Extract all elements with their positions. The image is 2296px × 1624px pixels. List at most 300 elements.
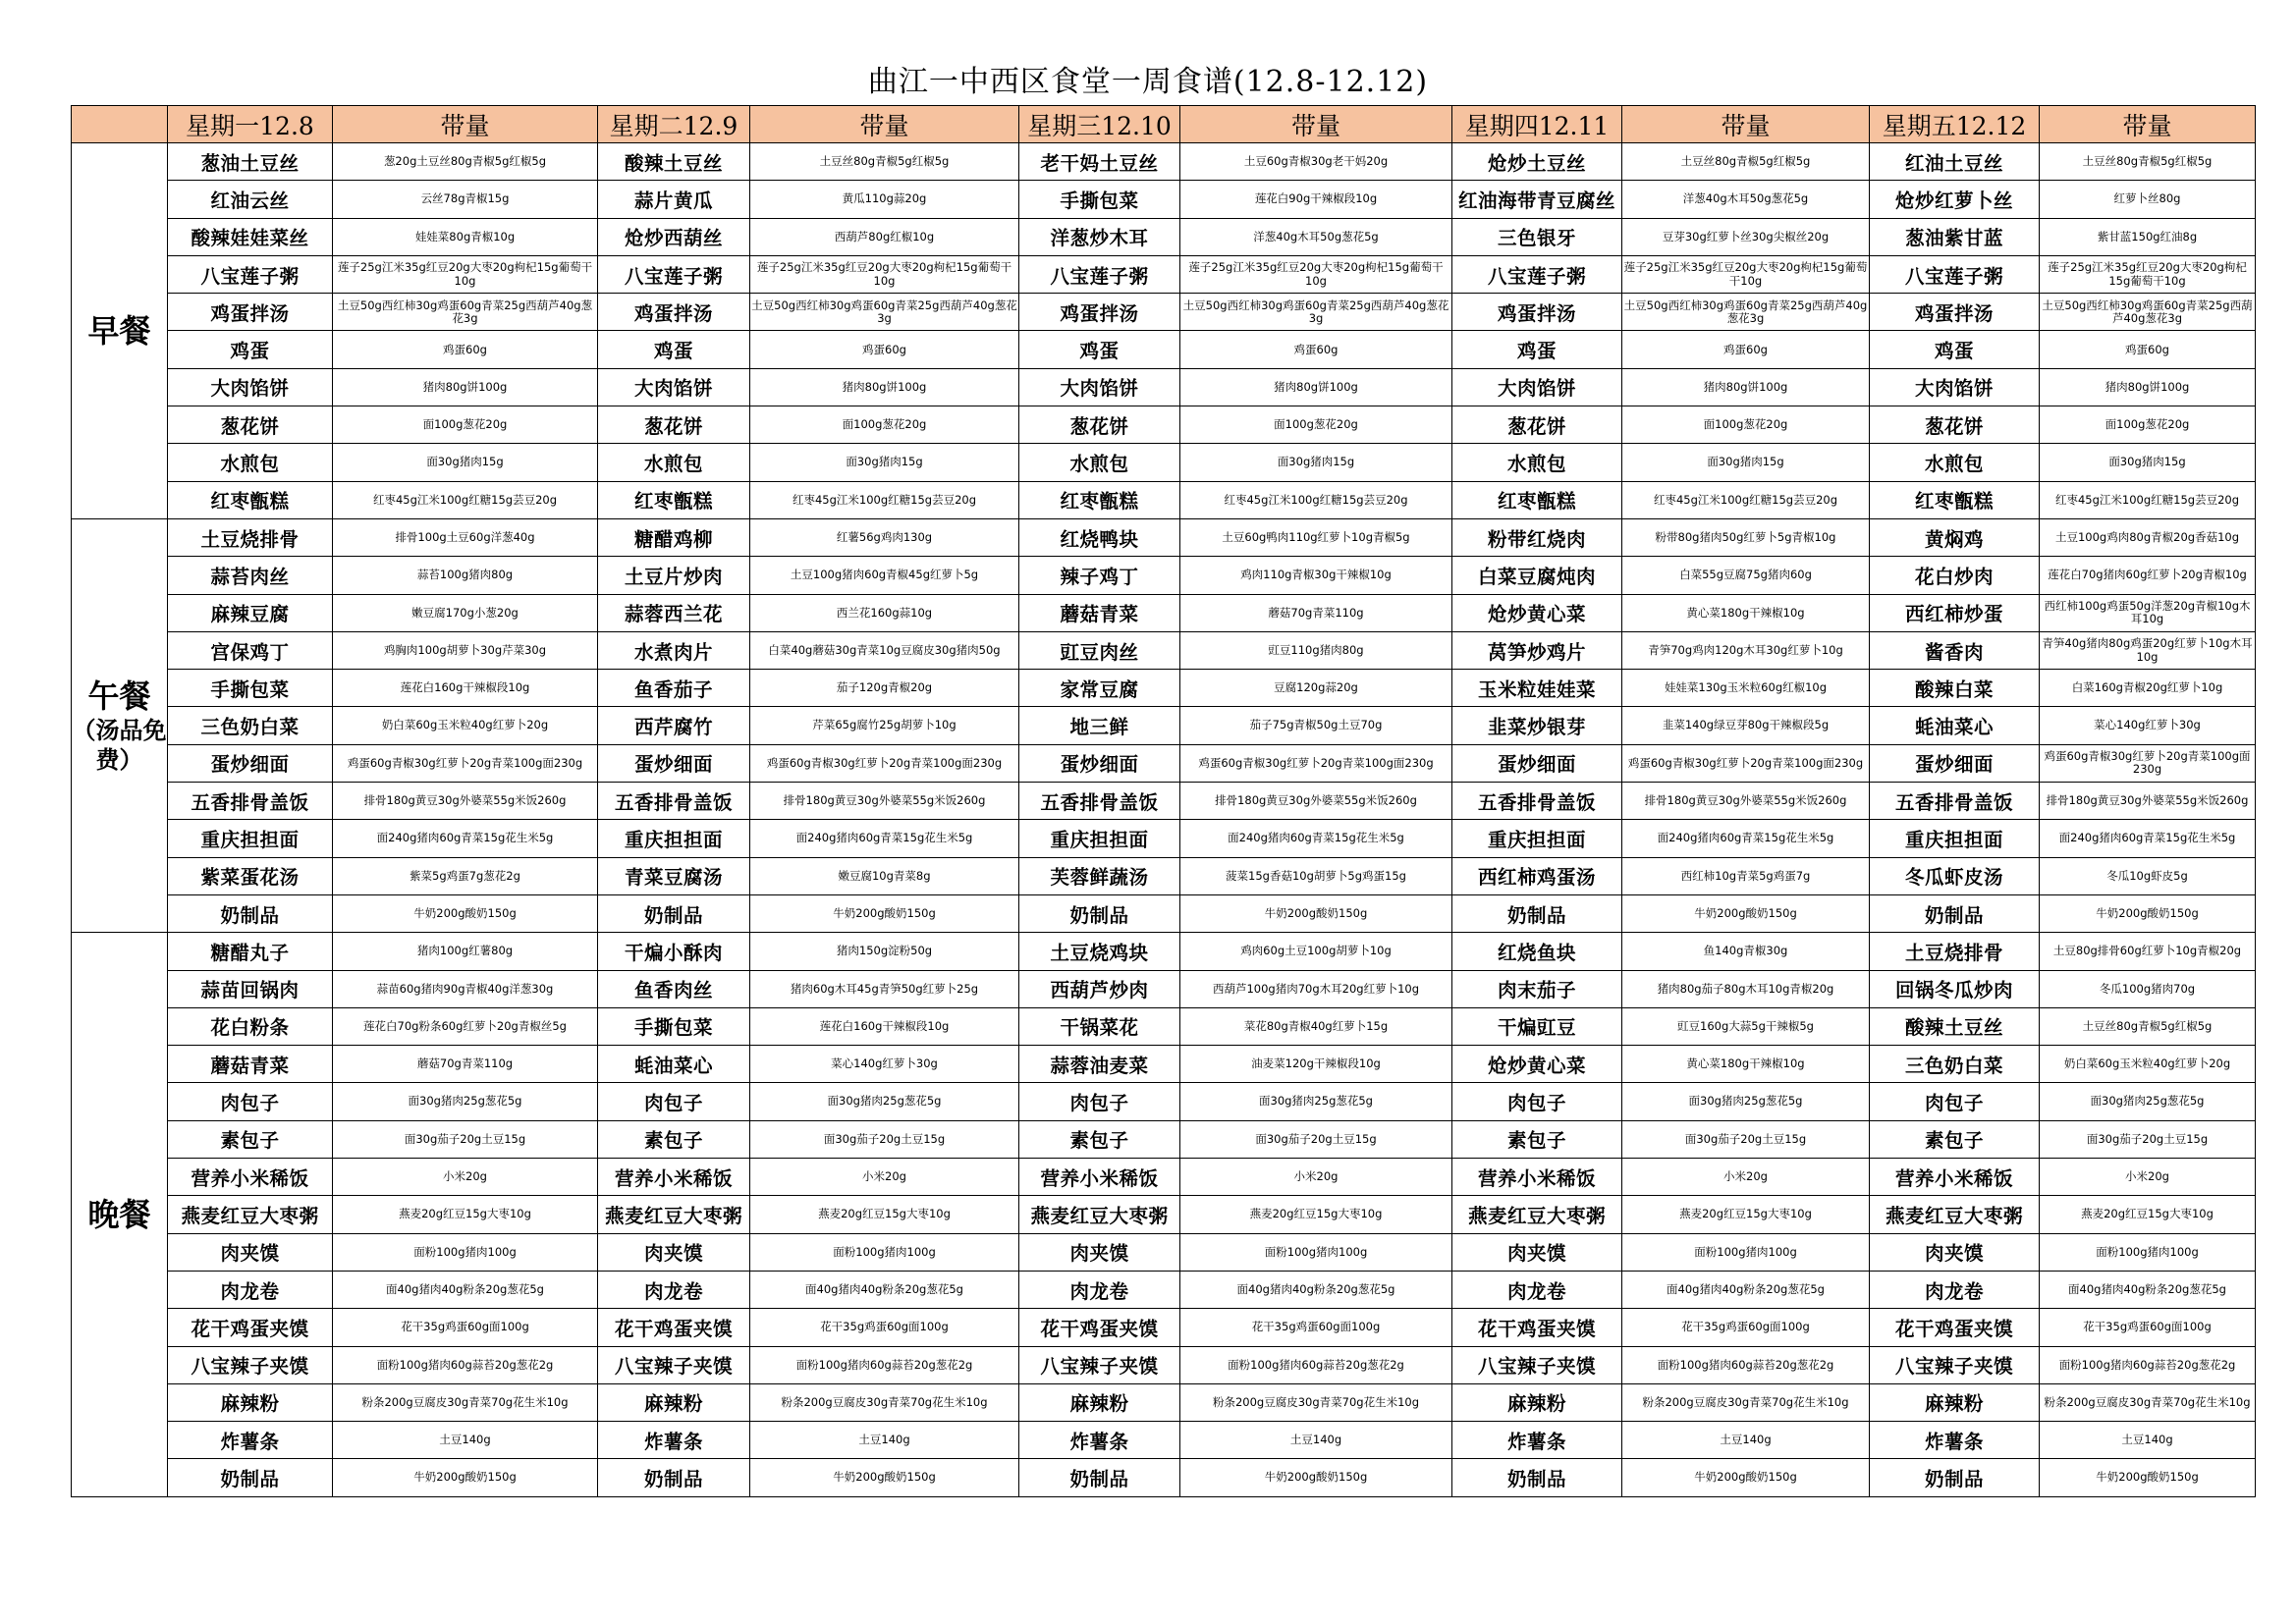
table-row [72, 1271, 2256, 1308]
dish-name: 干锅菜花 [1019, 1007, 1180, 1045]
meal-label-dinner [72, 933, 168, 1496]
dish-quantity: 土豆60g青椒30g老干妈20g [1180, 143, 1452, 181]
dish-name: 蚝油菜心 [598, 1046, 750, 1083]
dish-name: 花白炒肉 [1870, 557, 2040, 594]
header-day-fri: 星期五12.12 [1870, 106, 2040, 143]
dish-quantity: 猪肉80g茄子80g木耳10g青椒20g [1622, 970, 1870, 1007]
dish-name: 鸡蛋拌汤 [1870, 294, 2040, 331]
dish-quantity: 奶白菜60g玉米粒40g红萝卜20g [2040, 1046, 2256, 1083]
dish-name: 红枣甑糕 [598, 481, 750, 518]
dish-name: 肉夹馍 [1870, 1233, 2040, 1271]
dish-quantity: 青笋40g猪肉80g鸡蛋20g红萝卜10g木耳10g [2040, 631, 2256, 669]
dish-name: 八宝莲子粥 [1019, 255, 1180, 293]
table-row [72, 1083, 2256, 1120]
dish-quantity: 青笋70g鸡肉120g木耳30g红萝卜10g [1622, 631, 1870, 669]
dish-name: 豇豆肉丝 [1019, 631, 1180, 669]
header-day-wed: 星期三12.10 [1019, 106, 1180, 143]
dish-quantity: 土豆丝80g青椒5g红椒5g [2040, 143, 2256, 181]
dish-name: 鱼香肉丝 [598, 970, 750, 1007]
table-row [72, 255, 2256, 293]
dish-name: 重庆担担面 [1870, 820, 2040, 857]
dish-name: 鱼香茄子 [598, 670, 750, 707]
dish-name: 燕麦红豆大枣粥 [1870, 1196, 2040, 1233]
header-day-tue: 星期二12.9 [598, 106, 750, 143]
dish-name: 花白粉条 [168, 1007, 333, 1045]
dish-quantity: 菠菜15g香菇10g胡萝卜5g鸡蛋15g [1180, 857, 1452, 894]
dish-quantity: 红薯56g鸡肉130g [750, 518, 1019, 556]
dish-name: 燕麦红豆大枣粥 [1452, 1196, 1622, 1233]
dish-quantity: 粉条200g豆腐皮30g青菜70g花生米10g [1180, 1383, 1452, 1421]
dish-quantity: 面30g猪肉25g葱花5g [1180, 1083, 1452, 1120]
dish-quantity: 鸡蛋60g青椒30g红萝卜20g青菜100g面230g [1180, 744, 1452, 782]
dish-quantity: 豇豆160g大蒜5g干辣椒5g [1622, 1007, 1870, 1045]
menu-body [72, 106, 2256, 1497]
dish-quantity: 莲子25g江米35g红豆20g大枣20g枸杞15g葡萄干10g [1180, 255, 1452, 293]
dish-quantity: 黄瓜110g蒜20g [750, 181, 1019, 218]
table-row [72, 1459, 2256, 1496]
dish-name: 水煎包 [1019, 444, 1180, 481]
dish-name: 葱花饼 [598, 406, 750, 444]
dish-name: 葱花饼 [1452, 406, 1622, 444]
table-row [72, 1383, 2256, 1421]
dish-quantity: 小米20g [1622, 1159, 1870, 1196]
table-row [72, 557, 2256, 594]
dish-name: 葱花饼 [1019, 406, 1180, 444]
table-row [72, 744, 2256, 782]
dish-name: 白菜豆腐炖肉 [1452, 557, 1622, 594]
dish-name: 紫菜蛋花汤 [168, 857, 333, 894]
dish-name: 素包子 [1019, 1120, 1180, 1158]
dish-name: 肉包子 [1452, 1083, 1622, 1120]
dish-name: 酸辣土豆丝 [598, 143, 750, 181]
meal-label-breakfast [72, 143, 168, 519]
dish-quantity: 面100g葱花20g [1622, 406, 1870, 444]
dish-quantity: 鸡蛋60g [1180, 331, 1452, 368]
dish-name: 五香排骨盖饭 [1870, 783, 2040, 820]
dish-quantity: 鱼140g青椒30g [1622, 933, 1870, 970]
dish-quantity: 紫菜5g鸡蛋7g葱花2g [333, 857, 598, 894]
dish-quantity: 面100g葱花20g [2040, 406, 2256, 444]
dish-name: 回锅冬瓜炒肉 [1870, 970, 2040, 1007]
dish-name: 葱油土豆丝 [168, 143, 333, 181]
dish-name: 玉米粒娃娃菜 [1452, 670, 1622, 707]
dish-name: 八宝辣子夹馍 [1870, 1346, 2040, 1383]
dish-quantity: 鸡胸肉100g胡萝卜30g芹菜30g [333, 631, 598, 669]
dish-name: 炝炒土豆丝 [1452, 143, 1622, 181]
dish-name: 蒜蓉西兰花 [598, 594, 750, 631]
dish-quantity: 粉带80g猪肉50g红萝卜5g青椒10g [1622, 518, 1870, 556]
dish-quantity: 牛奶200g酸奶150g [1622, 894, 1870, 932]
dish-quantity: 冬瓜100g猪肉70g [2040, 970, 2256, 1007]
dish-name: 鸡蛋 [1452, 331, 1622, 368]
meal-note: （汤品免费） [72, 716, 167, 775]
dish-name: 青菜豆腐汤 [598, 857, 750, 894]
dish-name: 手撕包菜 [598, 1007, 750, 1045]
meal-name: 晚餐 [87, 1195, 151, 1233]
dish-quantity: 红枣45g江米100g红糖15g芸豆20g [750, 481, 1019, 518]
dish-name: 蚝油菜心 [1870, 707, 2040, 744]
dish-name: 八宝辣子夹馍 [168, 1346, 333, 1383]
dish-name: 老干妈土豆丝 [1019, 143, 1180, 181]
table-row [72, 406, 2256, 444]
dish-name: 三色奶白菜 [168, 707, 333, 744]
dish-quantity: 面100g葱花20g [1180, 406, 1452, 444]
dish-quantity: 红萝卜丝80g [2040, 181, 2256, 218]
dish-quantity: 面40g猪肉40g粉条20g葱花5g [750, 1271, 1019, 1308]
dish-quantity: 黄心菜180g干辣椒10g [1622, 594, 1870, 631]
dish-quantity: 白菜55g豆腐75g猪肉60g [1622, 557, 1870, 594]
dish-quantity: 面粉100g猪肉60g蒜苔20g葱花2g [1180, 1346, 1452, 1383]
dish-quantity: 莲花白160g干辣椒段10g [333, 670, 598, 707]
dish-name: 八宝莲子粥 [1452, 255, 1622, 293]
table-row [72, 631, 2256, 669]
dish-quantity: 牛奶200g酸奶150g [750, 1459, 1019, 1496]
dish-name: 花干鸡蛋夹馍 [1452, 1309, 1622, 1346]
dish-name: 肉龙卷 [168, 1271, 333, 1308]
table-row [72, 181, 2256, 218]
dish-name: 冬瓜虾皮汤 [1870, 857, 2040, 894]
dish-name: 土豆烧排骨 [168, 518, 333, 556]
dish-name: 八宝辣子夹馍 [1019, 1346, 1180, 1383]
dish-quantity: 豆腐120g蒜20g [1180, 670, 1452, 707]
dish-name: 素包子 [168, 1120, 333, 1158]
dish-quantity: 猪肉100g红薯80g [333, 933, 598, 970]
dish-quantity: 面40g猪肉40g粉条20g葱花5g [333, 1271, 598, 1308]
table-row [72, 1346, 2256, 1383]
dish-name: 炝炒黄心菜 [1452, 594, 1622, 631]
dish-quantity: 面30g茄子20g土豆15g [2040, 1120, 2256, 1158]
dish-name: 麻辣粉 [598, 1383, 750, 1421]
dish-name: 红烧鸭块 [1019, 518, 1180, 556]
dish-name: 素包子 [1870, 1120, 2040, 1158]
table-row [72, 1007, 2256, 1045]
dish-quantity: 面240g猪肉60g青菜15g花生米5g [333, 820, 598, 857]
dish-name: 鸡蛋 [1019, 331, 1180, 368]
dish-name: 葱花饼 [1870, 406, 2040, 444]
dish-quantity: 菜心140g红萝卜30g [750, 1046, 1019, 1083]
dish-name: 炸薯条 [598, 1422, 750, 1459]
header-quantity: 带量 [2040, 106, 2256, 143]
dish-name: 奶制品 [1452, 894, 1622, 932]
dish-name: 重庆担担面 [1452, 820, 1622, 857]
dish-name: 西红柿炒蛋 [1870, 594, 2040, 631]
dish-name: 奶制品 [168, 1459, 333, 1496]
dish-name: 奶制品 [1870, 894, 2040, 932]
dish-quantity: 红枣45g江米100g红糖15g芸豆20g [1622, 481, 1870, 518]
header-quantity: 带量 [333, 106, 598, 143]
dish-name: 营养小米稀饭 [1870, 1159, 2040, 1196]
dish-name: 肉龙卷 [1019, 1271, 1180, 1308]
dish-name: 酸辣土豆丝 [1870, 1007, 2040, 1045]
dish-quantity: 排骨180g黄豆30g外婆菜55g米饭260g [750, 783, 1019, 820]
dish-name: 麻辣粉 [1870, 1383, 2040, 1421]
dish-name: 奶制品 [1870, 1459, 2040, 1496]
dish-name: 宫保鸡丁 [168, 631, 333, 669]
table-row [72, 518, 2256, 556]
dish-quantity: 土豆50g西红柿30g鸡蛋60g青菜25g西葫芦40g葱花3g [1622, 294, 1870, 331]
dish-quantity: 鸡蛋60g [333, 331, 598, 368]
dish-name: 八宝辣子夹馍 [1452, 1346, 1622, 1383]
dish-name: 重庆担担面 [168, 820, 333, 857]
dish-name: 蒜苗回锅肉 [168, 970, 333, 1007]
dish-name: 葱花饼 [168, 406, 333, 444]
dish-name: 芙蓉鲜蔬汤 [1019, 857, 1180, 894]
table-row [72, 294, 2256, 331]
dish-quantity: 面粉100g猪肉60g蒜苔20g葱花2g [750, 1346, 1019, 1383]
dish-name: 黄焖鸡 [1870, 518, 2040, 556]
dish-name: 红枣甑糕 [1019, 481, 1180, 518]
dish-quantity: 西兰花160g蒜10g [750, 594, 1019, 631]
dish-quantity: 面30g茄子20g土豆15g [333, 1120, 598, 1158]
dish-quantity: 面粉100g猪肉100g [1180, 1233, 1452, 1271]
table-row [72, 1120, 2256, 1158]
dish-name: 水煎包 [1870, 444, 2040, 481]
dish-quantity: 嫩豆腐170g小葱20g [333, 594, 598, 631]
table-row [72, 1309, 2256, 1346]
table-row [72, 707, 2256, 744]
dish-name: 炸薯条 [1019, 1422, 1180, 1459]
dish-quantity: 西葫芦80g红椒10g [750, 218, 1019, 255]
dish-quantity: 土豆140g [1180, 1422, 1452, 1459]
dish-quantity: 鸡蛋60g [2040, 331, 2256, 368]
dish-name: 奶制品 [598, 894, 750, 932]
dish-name: 素包子 [1452, 1120, 1622, 1158]
dish-name: 红油土豆丝 [1870, 143, 2040, 181]
dish-quantity: 面40g猪肉40g粉条20g葱花5g [1180, 1271, 1452, 1308]
dish-quantity: 燕麦20g红豆15g大枣10g [750, 1196, 1019, 1233]
dish-quantity: 面30g茄子20g土豆15g [1180, 1120, 1452, 1158]
header-day-thu: 星期四12.11 [1452, 106, 1622, 143]
table-row [72, 481, 2256, 518]
dish-name: 粉带红烧肉 [1452, 518, 1622, 556]
dish-name: 水煮肉片 [598, 631, 750, 669]
dish-name: 肉夹馍 [598, 1233, 750, 1271]
dish-quantity: 蒜苗60g猪肉90g青椒40g洋葱30g [333, 970, 598, 1007]
dish-quantity: 面240g猪肉60g青菜15g花生米5g [2040, 820, 2256, 857]
dish-name: 家常豆腐 [1019, 670, 1180, 707]
dish-quantity: 土豆丝80g青椒5g红椒5g [750, 143, 1019, 181]
dish-name: 红枣甑糕 [1452, 481, 1622, 518]
dish-quantity: 韭菜140g绿豆芽80g干辣椒段5g [1622, 707, 1870, 744]
dish-name: 肉包子 [598, 1083, 750, 1120]
dish-name: 酸辣娃娃菜丝 [168, 218, 333, 255]
dish-name: 重庆担担面 [598, 820, 750, 857]
dish-name: 酸辣白菜 [1870, 670, 2040, 707]
dish-name: 炸薯条 [1870, 1422, 2040, 1459]
dish-name: 五香排骨盖饭 [1019, 783, 1180, 820]
dish-quantity: 土豆140g [750, 1422, 1019, 1459]
dish-quantity: 白菜40g蘑菇30g青菜10g豆腐皮30g猪肉50g [750, 631, 1019, 669]
dish-quantity: 牛奶200g酸奶150g [1180, 894, 1452, 932]
dish-name: 肉夹馍 [1019, 1233, 1180, 1271]
dish-quantity: 面粉100g猪肉60g蒜苔20g葱花2g [1622, 1346, 1870, 1383]
dish-quantity: 鸡蛋60g [750, 331, 1019, 368]
table-row [72, 820, 2256, 857]
dish-quantity: 土豆丝80g青椒5g红椒5g [1622, 143, 1870, 181]
dish-name: 麻辣粉 [168, 1383, 333, 1421]
dish-quantity: 面30g猪肉15g [750, 444, 1019, 481]
dish-name: 肉夹馍 [168, 1233, 333, 1271]
dish-name: 肉包子 [1870, 1083, 2040, 1120]
dish-name: 肉末茄子 [1452, 970, 1622, 1007]
dish-name: 肉龙卷 [598, 1271, 750, 1308]
dish-quantity: 鸡蛋60g青椒30g红萝卜20g青菜100g面230g [1622, 744, 1870, 782]
dish-quantity: 西红柿100g鸡蛋50g洋葱20g青椒10g木耳10g [2040, 594, 2256, 631]
dish-name: 蛋炒细面 [1452, 744, 1622, 782]
dish-quantity: 排骨180g黄豆30g外婆菜55g米饭260g [333, 783, 598, 820]
dish-quantity: 面240g猪肉60g青菜15g花生米5g [1180, 820, 1452, 857]
table-row [72, 143, 2256, 181]
dish-quantity: 土豆140g [2040, 1422, 2256, 1459]
dish-name: 西葫芦炒肉 [1019, 970, 1180, 1007]
header-row [72, 106, 2256, 143]
dish-quantity: 猪肉80g饼100g [1622, 368, 1870, 406]
dish-quantity: 茄子120g青椒20g [750, 670, 1019, 707]
dish-quantity: 菜心140g红萝卜30g [2040, 707, 2256, 744]
table-row [72, 331, 2256, 368]
dish-name: 肉包子 [168, 1083, 333, 1120]
dish-name: 洋葱炒木耳 [1019, 218, 1180, 255]
dish-quantity: 燕麦20g红豆15g大枣10g [1180, 1196, 1452, 1233]
dish-quantity: 面30g猪肉15g [1622, 444, 1870, 481]
dish-quantity: 牛奶200g酸奶150g [333, 1459, 598, 1496]
dish-quantity: 芹菜65g腐竹25g胡萝卜10g [750, 707, 1019, 744]
dish-name: 鸡蛋拌汤 [1452, 294, 1622, 331]
dish-quantity: 菜花80g青椒40g红萝卜15g [1180, 1007, 1452, 1045]
dish-name: 蒜片黄瓜 [598, 181, 750, 218]
dish-quantity: 小米20g [1180, 1159, 1452, 1196]
dish-quantity: 面240g猪肉60g青菜15g花生米5g [750, 820, 1019, 857]
meal-name: 早餐 [87, 311, 151, 350]
dish-quantity: 花干35g鸡蛋60g面100g [1180, 1309, 1452, 1346]
dish-quantity: 面30g猪肉15g [1180, 444, 1452, 481]
dish-quantity: 土豆50g西红柿30g鸡蛋60g青菜25g西葫芦40g葱花3g [333, 294, 598, 331]
dish-name: 营养小米稀饭 [168, 1159, 333, 1196]
dish-name: 红枣甑糕 [1870, 481, 2040, 518]
dish-quantity: 面100g葱花20g [333, 406, 598, 444]
dish-name: 水煎包 [1452, 444, 1622, 481]
dish-name: 花干鸡蛋夹馍 [598, 1309, 750, 1346]
table-row [72, 783, 2256, 820]
dish-quantity: 莲花白70g猪肉60g红萝卜20g青椒10g [2040, 557, 2256, 594]
dish-quantity: 红枣45g江米100g红糖15g芸豆20g [2040, 481, 2256, 518]
dish-name: 八宝莲子粥 [1870, 255, 2040, 293]
dish-name: 蘑菇青菜 [168, 1046, 333, 1083]
dish-name: 鸡蛋 [168, 331, 333, 368]
table-row [72, 1422, 2256, 1459]
dish-quantity: 猪肉80g饼100g [333, 368, 598, 406]
dish-quantity: 面240g猪肉60g青菜15g花生米5g [1622, 820, 1870, 857]
dish-name: 炝炒红萝卜丝 [1870, 181, 2040, 218]
dish-name: 花干鸡蛋夹馍 [168, 1309, 333, 1346]
dish-quantity: 花干35g鸡蛋60g面100g [750, 1309, 1019, 1346]
dish-name: 糖醋鸡柳 [598, 518, 750, 556]
dish-quantity: 燕麦20g红豆15g大枣10g [333, 1196, 598, 1233]
dish-name: 五香排骨盖饭 [1452, 783, 1622, 820]
dish-name: 辣子鸡丁 [1019, 557, 1180, 594]
dish-quantity: 燕麦20g红豆15g大枣10g [1622, 1196, 1870, 1233]
dish-name: 土豆烧鸡块 [1019, 933, 1180, 970]
header-quantity: 带量 [1180, 106, 1452, 143]
dish-quantity: 面粉100g猪肉60g蒜苔20g葱花2g [2040, 1346, 2256, 1383]
table-row [72, 1233, 2256, 1271]
dish-name: 肉夹馍 [1452, 1233, 1622, 1271]
table-row [72, 1159, 2256, 1196]
table-row [72, 857, 2256, 894]
table-row [72, 368, 2256, 406]
dish-quantity: 蘑菇70g青菜110g [1180, 594, 1452, 631]
dish-name: 营养小米稀饭 [1452, 1159, 1622, 1196]
dish-quantity: 猪肉60g木耳45g青笋50g红萝卜25g [750, 970, 1019, 1007]
dish-name: 燕麦红豆大枣粥 [1019, 1196, 1180, 1233]
dish-name: 干煸小酥肉 [598, 933, 750, 970]
dish-name: 八宝辣子夹馍 [598, 1346, 750, 1383]
dish-name: 鸡蛋拌汤 [598, 294, 750, 331]
dish-quantity: 面40g猪肉40g粉条20g葱花5g [2040, 1271, 2256, 1308]
dish-quantity: 面30g猪肉25g葱花5g [1622, 1083, 1870, 1120]
dish-name: 燕麦红豆大枣粥 [168, 1196, 333, 1233]
dish-quantity: 莲花白70g粉条60g红萝卜20g青椒丝5g [333, 1007, 598, 1045]
dish-name: 大肉馅饼 [1452, 368, 1622, 406]
dish-quantity: 面40g猪肉40g粉条20g葱花5g [1622, 1271, 1870, 1308]
dish-quantity: 花干35g鸡蛋60g面100g [333, 1309, 598, 1346]
dish-quantity: 牛奶200g酸奶150g [2040, 1459, 2256, 1496]
dish-name: 奶制品 [1019, 894, 1180, 932]
dish-name: 八宝莲子粥 [168, 255, 333, 293]
dish-quantity: 土豆140g [1622, 1422, 1870, 1459]
dish-quantity: 牛奶200g酸奶150g [1180, 1459, 1452, 1496]
dish-name: 地三鲜 [1019, 707, 1180, 744]
table-row [72, 218, 2256, 255]
dish-name: 肉龙卷 [1452, 1271, 1622, 1308]
dish-quantity: 粉条200g豆腐皮30g青菜70g花生米10g [1622, 1383, 1870, 1421]
dish-quantity: 面粉100g猪肉100g [333, 1233, 598, 1271]
dish-quantity: 茄子75g青椒50g土豆70g [1180, 707, 1452, 744]
header-quantity: 带量 [750, 106, 1019, 143]
dish-name: 炝炒黄心菜 [1452, 1046, 1622, 1083]
dish-quantity: 鸡蛋60g青椒30g红萝卜20g青菜100g面230g [2040, 744, 2256, 782]
dish-name: 鸡蛋 [598, 331, 750, 368]
dish-name: 炸薯条 [1452, 1422, 1622, 1459]
dish-quantity: 鸡蛋60g青椒30g红萝卜20g青菜100g面230g [750, 744, 1019, 782]
dish-quantity: 牛奶200g酸奶150g [2040, 894, 2256, 932]
dish-quantity: 排骨180g黄豆30g外婆菜55g米饭260g [2040, 783, 2256, 820]
dish-name: 花干鸡蛋夹馍 [1019, 1309, 1180, 1346]
dish-quantity: 土豆80g排骨60g红萝卜10g青椒20g [2040, 933, 2256, 970]
dish-name: 酱香肉 [1870, 631, 2040, 669]
dish-quantity: 土豆60g鸭肉110g红萝卜10g青椒5g [1180, 518, 1452, 556]
dish-quantity: 小米20g [2040, 1159, 2256, 1196]
dish-quantity: 牛奶200g酸奶150g [750, 894, 1019, 932]
dish-quantity: 猪肉150g淀粉50g [750, 933, 1019, 970]
dish-quantity: 面100g葱花20g [750, 406, 1019, 444]
dish-quantity: 紫甘蓝150g红油8g [2040, 218, 2256, 255]
dish-quantity: 小米20g [333, 1159, 598, 1196]
dish-quantity: 洋葱40g木耳50g葱花5g [1180, 218, 1452, 255]
dish-quantity: 云丝78g青椒15g [333, 181, 598, 218]
table-row [72, 594, 2256, 631]
dish-name: 素包子 [598, 1120, 750, 1158]
dish-name: 营养小米稀饭 [598, 1159, 750, 1196]
dish-quantity: 土豆140g [333, 1422, 598, 1459]
dish-quantity: 奶白菜60g玉米粒40g红萝卜20g [333, 707, 598, 744]
dish-name: 奶制品 [1452, 1459, 1622, 1496]
table-row [72, 670, 2256, 707]
dish-name: 三色银牙 [1452, 218, 1622, 255]
dish-name: 水煎包 [168, 444, 333, 481]
dish-quantity: 莲子25g江米35g红豆20g大枣20g枸杞15g葡萄干10g [2040, 255, 2256, 293]
dish-name: 奶制品 [1019, 1459, 1180, 1496]
